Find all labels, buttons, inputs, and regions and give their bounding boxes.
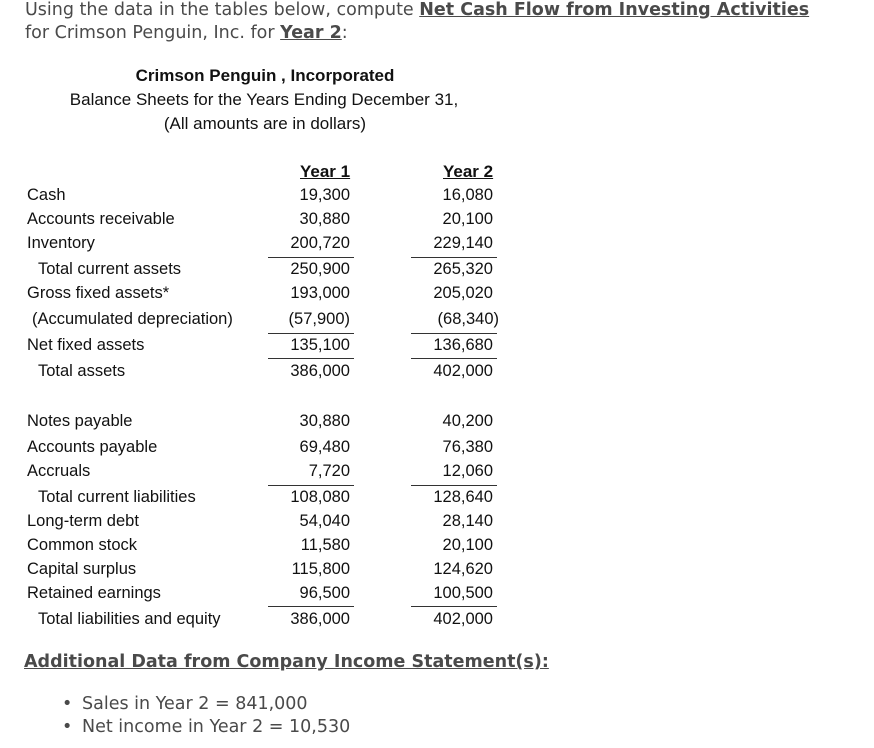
- year2-value: 40,200: [442, 412, 493, 430]
- col-header-year-2: Year 2: [443, 162, 494, 181]
- year1-value: 96,500: [299, 584, 350, 602]
- year2-value: 128,640: [433, 488, 493, 506]
- table-row: [0, 186, 874, 210]
- row-label: Total liabilities and equity: [38, 610, 221, 628]
- year2-value: 136,680: [433, 336, 493, 354]
- table-row: [0, 412, 874, 436]
- year2-value: 205,020: [433, 284, 493, 302]
- row-label: Accruals: [27, 462, 91, 480]
- year1-value: 193,000: [290, 284, 350, 302]
- table-row: [0, 260, 874, 284]
- year1-value: 19,300: [299, 186, 350, 204]
- year1-value: 108,080: [290, 488, 350, 506]
- row-label: Total current liabilities: [38, 488, 196, 506]
- question-colon: :: [341, 23, 348, 43]
- year1-value: 30,880: [299, 412, 350, 430]
- row-label: Common stock: [27, 536, 138, 554]
- net-cash-flow-term: Net Cash Flow from Investing Activities: [419, 0, 810, 20]
- year2-value: 28,140: [442, 512, 493, 530]
- year1-value: 115,800: [291, 560, 350, 578]
- list-item: • Net income in Year 2 = 10,530: [62, 717, 350, 740]
- year-2-term: Year 2: [280, 23, 342, 43]
- row-label: Gross fixed assets*: [27, 284, 170, 302]
- table-row: [0, 336, 874, 360]
- year2-value: (68,340): [437, 310, 499, 328]
- row-label: Cash: [27, 186, 66, 204]
- col-header-year-1: Year 1: [300, 162, 351, 181]
- subtotal-rule: [411, 606, 497, 607]
- subtotal-rule: [411, 358, 497, 359]
- subtotal-rule: [268, 333, 354, 334]
- year1-value: 54,040: [299, 512, 350, 530]
- table-row: [0, 210, 874, 234]
- row-label: Accounts payable: [27, 438, 158, 456]
- subtotal-rule: [411, 257, 497, 258]
- year2-value: 402,000: [433, 362, 493, 380]
- year1-value: (57,900): [288, 310, 350, 328]
- year2-value: 12,060: [442, 462, 493, 480]
- year2-value: 265,320: [433, 260, 493, 278]
- subtotal-rule: [268, 485, 354, 486]
- row-label: Total assets: [38, 362, 126, 380]
- year2-value: 229,140: [433, 234, 493, 252]
- subtotal-rule: [268, 257, 354, 258]
- table-row: [0, 488, 874, 512]
- row-label: Accounts receivable: [27, 210, 175, 228]
- table-row: [0, 234, 874, 258]
- table-row: [0, 310, 874, 334]
- year2-value: 76,380: [442, 438, 493, 456]
- question-company: for Crimson Penguin, Inc. for: [25, 23, 281, 43]
- row-label: Capital surplus: [27, 560, 137, 578]
- table-row: [0, 284, 874, 308]
- table-row: [0, 584, 874, 608]
- question-line-2: [25, 23, 348, 43]
- additional-data-title: Additional Data from Company Income Statement(s):: [24, 652, 549, 672]
- year1-value: 135,100: [290, 336, 350, 354]
- year1-value: 200,720: [290, 234, 350, 252]
- table-row: [0, 610, 874, 634]
- row-label: Net fixed assets: [27, 336, 145, 354]
- statement-units: (All amounts are in dollars): [163, 114, 367, 133]
- year1-value: 386,000: [290, 362, 350, 380]
- year2-value: 100,500: [433, 584, 493, 602]
- row-label: (Accumulated depreciation): [32, 310, 233, 328]
- question-line-1: [25, 0, 809, 20]
- table-row: [0, 560, 874, 584]
- year1-value: 11,580: [300, 536, 350, 554]
- table-row: [0, 536, 874, 560]
- year2-value: 20,100: [442, 536, 493, 554]
- year2-value: 402,000: [433, 610, 493, 628]
- table-row: [0, 362, 874, 386]
- year2-value: 124,620: [433, 560, 493, 578]
- row-label: Inventory: [27, 234, 95, 252]
- company-name: Crimson Penguin , Incorporated: [135, 66, 395, 85]
- table-row: [0, 462, 874, 486]
- table-row: [0, 512, 874, 536]
- row-label: Retained earnings: [27, 584, 161, 602]
- year1-value: 386,000: [290, 610, 350, 628]
- row-label: Notes payable: [27, 412, 133, 430]
- question-prefix: Using the data in the tables below, compute: [25, 0, 420, 20]
- year1-value: 7,720: [308, 462, 350, 480]
- subtotal-rule: [268, 358, 354, 359]
- row-label: Long-term debt: [27, 512, 139, 530]
- table-row: [0, 438, 874, 462]
- additional-data-list: [62, 694, 350, 740]
- statement-subtitle: Balance Sheets for the Years Ending December 31,: [69, 90, 459, 109]
- year2-value: 16,080: [442, 186, 493, 204]
- subtotal-rule: [411, 333, 497, 334]
- year1-value: 250,900: [290, 260, 350, 278]
- year1-value: 69,480: [299, 438, 350, 456]
- row-label: Total current assets: [38, 260, 182, 278]
- year1-value: 30,880: [299, 210, 350, 228]
- subtotal-rule: [268, 606, 354, 607]
- list-item: • Sales in Year 2 = 841,000: [62, 694, 350, 717]
- year2-value: 20,100: [442, 210, 493, 228]
- subtotal-rule: [411, 485, 497, 486]
